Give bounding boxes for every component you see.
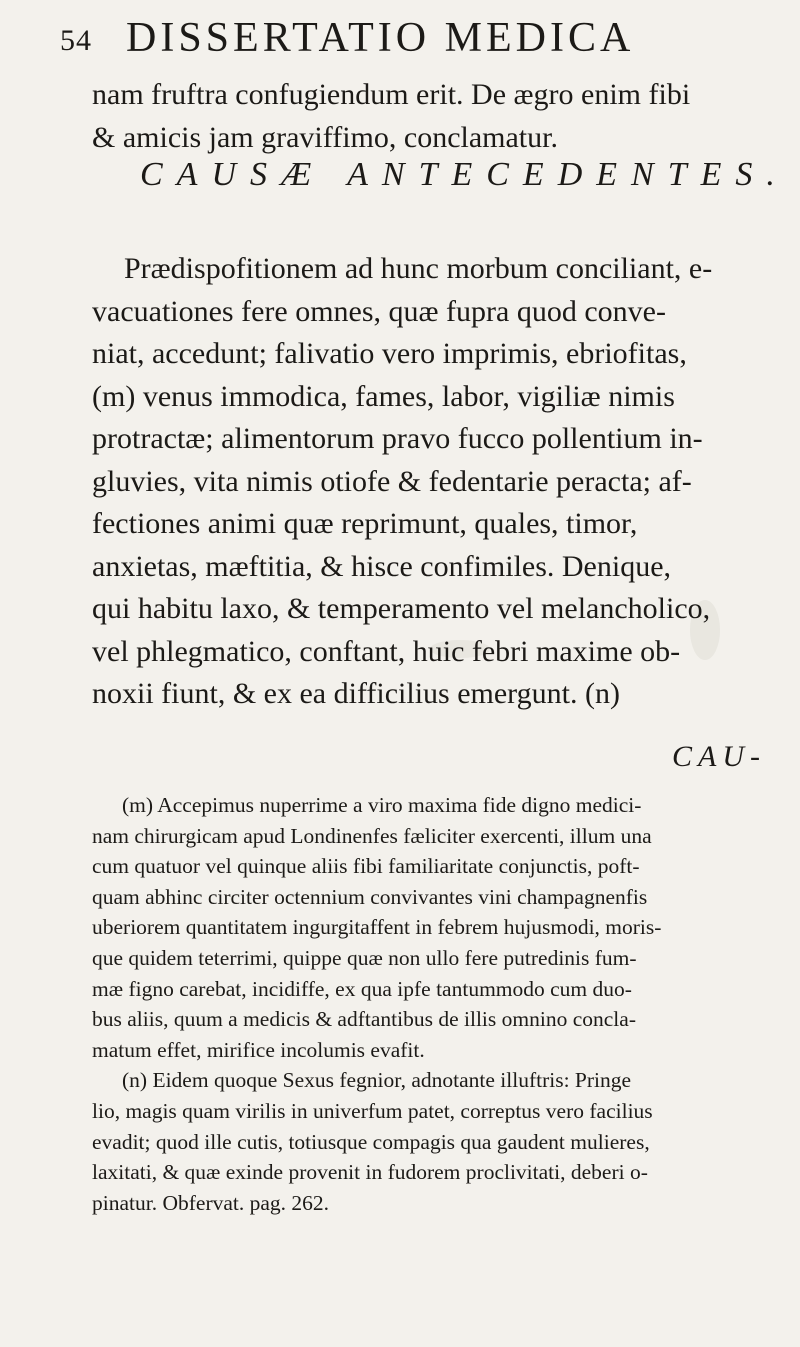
text-line: & amicis jam graviffimo, conclamatur. [92, 120, 558, 154]
text-line: (m) venus immodica, fames, labor, vigiliæ nimis [92, 379, 675, 413]
footnote-line: uberiorem quantitatem ingurgitaffent in febrem hujusmodi, moris- [92, 915, 662, 940]
footnote-line: cum quatuor vel quinque aliis fibi familiaritate conjunctis, poft- [92, 854, 640, 879]
footnote-line: laxitati, & quæ exinde provenit in fudorem proclivitati, deberi o- [92, 1160, 648, 1185]
paragraph-intro [92, 74, 774, 159]
text-line: niat, accedunt; falivatio vero imprimis, ebriofitas, [92, 337, 687, 370]
catchword: CAU- [672, 740, 766, 773]
footnote-line: mæ figno carebat, incidiffe, ex qua ipfe tantummodo cum duo- [92, 976, 632, 1001]
text-line: fectiones animi quæ reprimunt, quales, timor, [92, 507, 638, 540]
footnote-line: lio, magis quam virilis in univerfum patet, correptus vero facilius [92, 1098, 653, 1123]
page-number: 54 [60, 24, 92, 57]
footnotes [92, 790, 782, 1218]
footnote-line: evadit; quod ille cutis, totiusque compagis qua gaudent mulieres, [92, 1129, 650, 1154]
running-title: DISSERTATIO MEDICA [126, 15, 635, 61]
text-line: anxietas, mæftitia, & hisce confimiles. Denique, [92, 549, 672, 583]
footnote-line: quam abhinc circiter octennium convivantes vini champagnenfis [92, 884, 648, 909]
section-heading: CAUSÆ ANTECEDENTES. [140, 156, 789, 193]
footnote-line: bus aliis, quum a medicis & adftantibus de illis omnino concla- [92, 1007, 636, 1032]
running-head [0, 14, 800, 64]
text-line: qui habitu laxo, & temperamento vel melancholico, [92, 592, 711, 625]
text-line: noxii fiunt, & ex ea difficilius emergunt. (n) [92, 677, 620, 710]
footnote-line: matum effet, mirifice incolumis evafit. [92, 1037, 425, 1062]
footnote-line: que quidem teterrimi, quippe quæ non ullo fere putredinis fum- [92, 945, 637, 970]
footnote-line: (n) Eidem quoque Sexus fegnior, adnotante illuftris: Pringe [122, 1068, 632, 1093]
text-line: nam fruftra confugiendum erit. De ægro enim fibi [92, 78, 691, 111]
paragraph-causes [92, 248, 774, 716]
footnote-line: (m) Accepimus nuperrime a viro maxima fide digno medici- [122, 793, 642, 817]
text-line: protractæ; alimentorum pravo fucco pollentium in- [92, 422, 703, 455]
footnote-line: pinatur. Obfervat. pag. 262. [92, 1190, 330, 1215]
text-line: vel phlegmatico, conftant, huic febri maxime ob- [92, 634, 681, 668]
text-line: gluvies, vita nimis otiofe & fedentarie peracta; af- [92, 464, 692, 498]
text-line: Prædispofitionem ad hunc morbum conciliant, e- [124, 252, 713, 285]
footnote-line: nam chirurgicam apud Londinenfes fæliciter exercenti, illum una [92, 823, 652, 848]
text-line: vacuationes fere omnes, quæ fupra quod conve- [92, 294, 666, 328]
